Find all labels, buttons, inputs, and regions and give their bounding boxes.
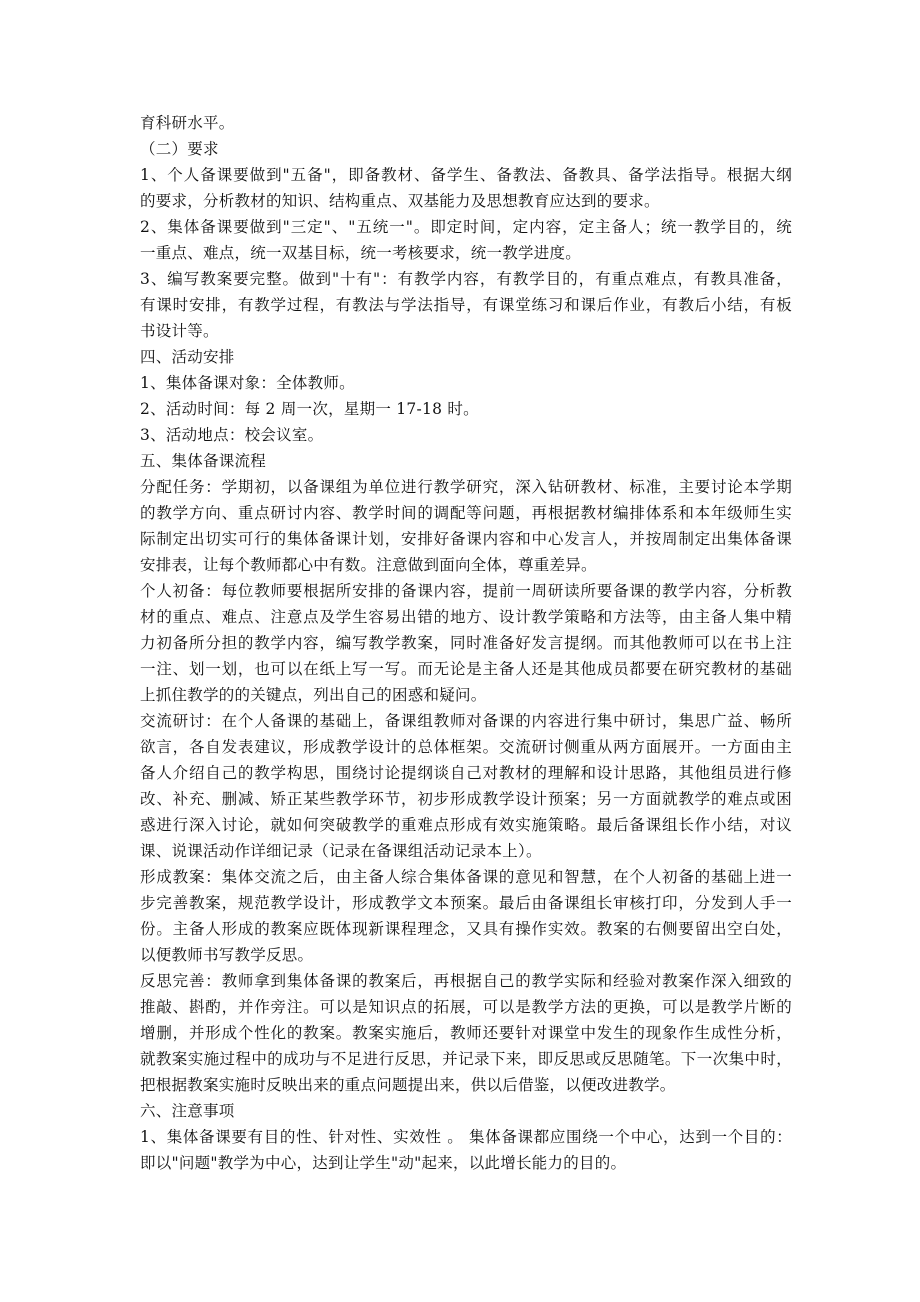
text-line: 课、说课活动作详细记录（记录在备课组活动记录本上）。 [140, 842, 542, 860]
text-line: 交流研讨：在个人备课的基础上，备课组教师对备课的内容进行集中研讨，集思广益、畅所 [140, 712, 792, 730]
text-line: 1、个人备课要做到"五备"，即备教材、备学生、备教法、备教具、备学法指导。根据大纲 [140, 166, 792, 184]
text-line: 欲言，各自发表建议，形成教学设计的总体框架。交流研讨侧重从两方面展开。一方面由主 [140, 738, 792, 756]
text-line: 的教学方向、重点研讨内容、教学时间的调配等问题，再根据教材编排体系和本年级师生实 [140, 504, 792, 522]
text-line: 五、集体备课流程 [140, 452, 267, 470]
text-line: 际制定出切实可行的集体备课计划，安排好备课内容和中心发言人，并按周制定出集体备课 [140, 530, 792, 548]
text-line: 1、集体备课要有目的性、针对性、实效性 。 集体备课都应围绕一个中心，达到一个目的： [140, 1128, 792, 1146]
document-page [140, 110, 792, 1176]
text-line: 以便教师书写教学反思。 [140, 946, 314, 964]
text-line: 把根据教案实施时反映出来的重点问题提出来，供以后借鉴，以便改进教学。 [140, 1076, 676, 1094]
text-line: 份。主备人形成的教案应既体现新课程理念，又具有操作实效。教案的右侧要留出空白处， [140, 920, 792, 938]
text-line: 2、活动时间：每 2 周一次，星期一 17-18 时。 [140, 400, 479, 418]
text-line: 力初备所分担的教学内容，编写教学教案，同时准备好发言提纲。而其他教师可以在书上注 [140, 634, 792, 652]
text-line: （二）要求 [140, 140, 219, 158]
text-line: 推敲、斟酌，并作旁注。可以是知识点的拓展，可以是教学方法的更换，可以是教学片断的 [140, 998, 792, 1016]
text-line: 3、活动地点：校会议室。 [140, 426, 324, 444]
text-line: 分配任务：学期初，以备课组为单位进行教学研究，深入钻研教材、标准，主要讨论本学期 [140, 478, 792, 496]
text-line: 的要求，分析教材的知识、结构重点、双基能力及思想教育应达到的要求。 [140, 192, 660, 210]
text-line: 六、注意事项 [140, 1102, 235, 1120]
text-line: 书设计等。 [140, 322, 219, 340]
text-line: 安排表，让每个教师都心中有数。注意做到面向全体，尊重差异。 [140, 556, 597, 574]
text-line: 反思完善：教师拿到集体备课的教案后，再根据自己的教学实际和经验对教案作深入细致的 [140, 972, 792, 990]
text-line: 一注、划一划，也可以在纸上写一写。而无论是主备人还是其他成员都要在研究教材的基础 [140, 660, 792, 678]
text-line: 个人初备：每位教师要根据所安排的备课内容，提前一周研读所要备课的教学内容，分析教 [140, 582, 792, 600]
text-line: 惑进行深入讨论，就如何突破教学的重难点形成有效实施策略。最后备课组长作小结，对议 [140, 816, 792, 834]
text-line: 即以"问题"教学为中心，达到让学生"动"起来，以此增长能力的目的。 [140, 1154, 627, 1172]
text-line: 材的重点、难点、注意点及学生容易出错的地方、设计教学策略和方法等，由主备人集中精 [140, 608, 792, 626]
text-line: 有课时安排，有教学过程，有教法与学法指导，有课堂练习和课后作业，有教后小结，有板 [140, 296, 792, 314]
text-line: 2、集体备课要做到"三定"、"五统一"。即定时间，定内容，定主备人；统一教学目的，统 [140, 218, 792, 236]
text-line: 改、补充、删减、矫正某些教学环节，初步形成教学设计预案；另一方面就教学的难点或困 [140, 790, 792, 808]
text-line: 备人介绍自己的教学构思，围绕讨论提纲谈自己对教材的理解和设计思路，其他组员进行修 [140, 764, 792, 782]
text-line: 增删，并形成个性化的教案。教案实施后，教师还要针对课堂中发生的现象作生成性分析， [140, 1024, 792, 1042]
text-line: 上抓住教学的的关键点，列出自己的困惑和疑问。 [140, 686, 487, 704]
text-line: 3、编写教案要完整。做到"十有"：有教学内容，有教学目的，有重点难点，有教具准备， [140, 270, 792, 288]
text-line: 1、集体备课对象：全体教师。 [140, 374, 355, 392]
text-line: 育科研水平。 [140, 114, 235, 132]
text-line: 步完善教案，规范教学设计，形成教学文本预案。最后由备课组长审核打印，分发到人手一 [140, 894, 792, 912]
text-line: 形成教案：集体交流之后，由主备人综合集体备课的意见和智慧，在个人初备的基础上进一 [140, 868, 792, 886]
text-line: 四、活动安排 [140, 348, 235, 366]
text-line: 一重点、难点，统一双基目标，统一考核要求，统一教学进度。 [140, 244, 582, 262]
text-line: 就教案实施过程中的成功与不足进行反思，并记录下来，即反思或反思随笔。下一次集中时， [140, 1050, 792, 1068]
